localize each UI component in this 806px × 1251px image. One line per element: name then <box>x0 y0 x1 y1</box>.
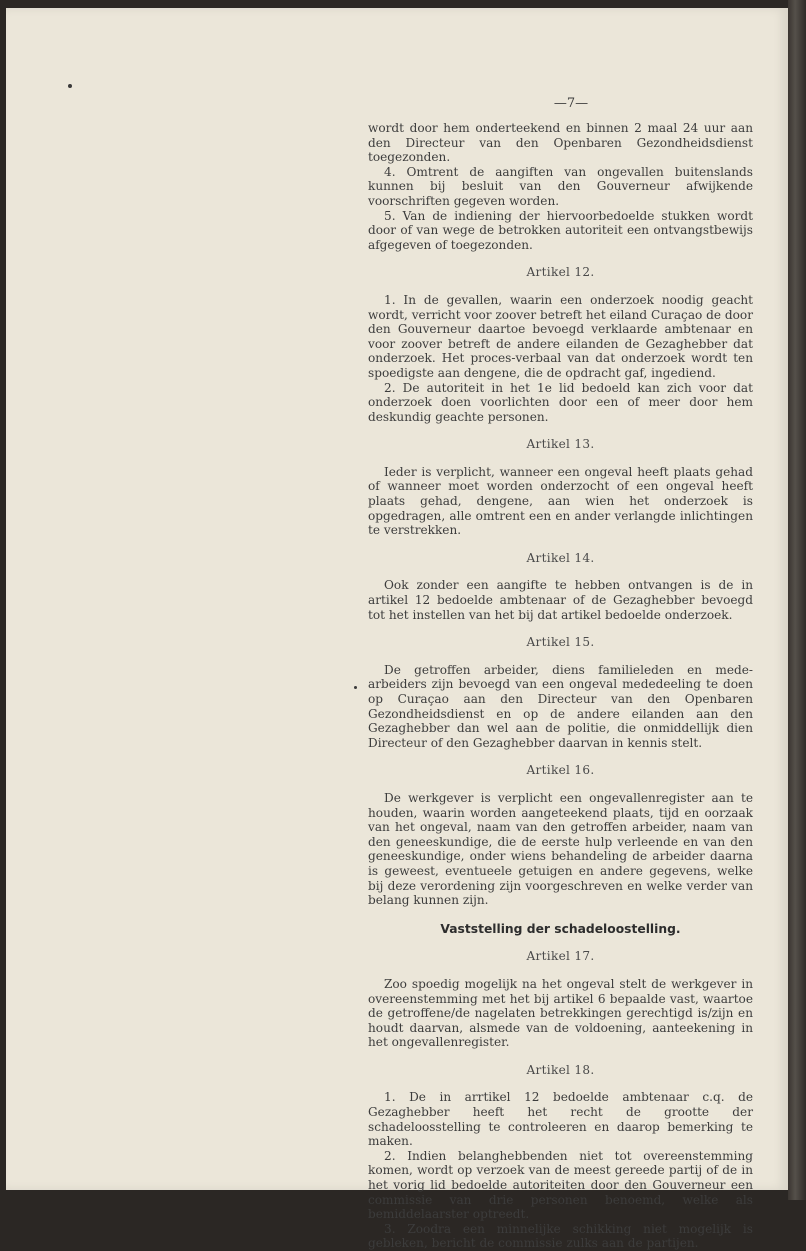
article-heading: Artikel 13. <box>526 437 595 452</box>
body-text <box>368 121 753 1251</box>
article-heading: Artikel 17. <box>526 949 595 964</box>
paragraph: Ook zonder een aangifte te hebben ontvangen is de in artikel 12 bedoelde ambtenaar of de Gezaghebber bevoegd tot het instellen van het bij dat artikel bedoelde onderzoek. <box>368 578 753 622</box>
paragraph: 1. In de gevallen, waarin een onderzoek noodig geacht wordt, verricht voor zoover betreft het eiland Curaçao de door den Gouverneur daartoe bevoegd verklaarde ambtenaar en voor zoover betreft de andere eilanden de Gezaghebber dat onderzoek. Het proces-verbaal van dat onderzoek wordt ten spoedigste aan dengene, die de opdracht gaf, ingediend. <box>368 292 753 380</box>
section-heading: Vaststelling der schadeloostelling. <box>440 921 681 936</box>
paragraph: Zoo spoedig mogelijk na het ongeval stelt de werkgever in overeenstemming met het bij artikel 6 bepaalde vast, waartoe de getroffene/de nagelaten betrekkingen gerechtigd is/zijn en houdt daarvan, alsmede van de voldoening, aanteekening in het ongevallenregister. <box>368 976 753 1050</box>
article-heading: Artikel 18. <box>526 1062 595 1077</box>
paragraph: 3. Zoodra een minnelijke schikking niet mogelijk is gebleken, bericht de commissie zulks aan de partijen. <box>368 1221 753 1251</box>
paragraph: 5. Van de indiening der hiervoorbedoelde stukken wordt door of van wege de betrokken autoriteit een ontvangstbewijs afgegeven of toegezonden. <box>368 208 753 252</box>
article-heading: Artikel 12. <box>526 265 595 280</box>
article-heading: Artikel 15. <box>526 635 595 650</box>
article-heading: Artikel 14. <box>526 550 595 565</box>
paragraph: wordt door hem onderteekend en binnen 2 maal 24 uur aan den Directeur van den Openbaren Gezondheidsdienst toegezonden. <box>368 121 753 165</box>
paragraph: 2. Indien belanghebbenden niet tot overeenstemming komen, wordt op verzoek van de meest gereede partij of de in het vorig lid bedoelde autoriteiten door den Gouverneur een commissie van drie personen benoemd, welke als bemiddelaarster optreedt. <box>368 1148 753 1222</box>
paragraph: De werkgever is verplicht een ongevallenregister aan te houden, waarin worden aangeteekend plaats, tijd en oorzaak van het ongeval, naam van den getroffen arbeider, naam van den geneeskundige, die de eerste hulp verleende en van den geneeskundige, onder wiens behandeling de arbeider daarna is geweest, eventueele getuigen en andere gegevens, welke bij deze verordening zijn voorgeschreven en welke verder van belang kunnen zijn. <box>368 790 753 908</box>
scan-speck <box>68 84 72 88</box>
paragraph: 2. De autoriteit in het 1e lid bedoeld kan zich voor dat onderzoek doen voorlichten door een of meer door hem deskundig geachte personen. <box>368 380 753 424</box>
paragraph: 4. Omtrent de aangiften van ongevallen buitenslands kunnen bij besluit van den Gouverneur afwijkende voorschriften gegeven worden. <box>368 164 753 208</box>
paragraph: Ieder is verplicht, wanneer een ongeval heeft plaats gehad of wanneer moet worden onderzocht of een ongeval heeft plaats gehad, dengene, aan wien het onderzoek is opgedragen, alle omtrent een en ander verlangde inlichtingen te verstrekken. <box>368 464 753 538</box>
article-heading: Artikel 16. <box>526 763 595 778</box>
page-number: —7— <box>553 96 589 111</box>
scan-border <box>788 0 806 1200</box>
scan-speck <box>354 686 357 689</box>
paragraph: 1. De in arrtikel 12 bedoelde ambtenaar c.q. de Gezaghebber heeft het recht de grootte der schadeloosstelling te controleeren en daarop bemerking te maken. <box>368 1090 753 1149</box>
paragraph: De getroffen arbeider, diens familieleden en mede-arbeiders zijn bevoegd van een ongeval mededeeling te doen op Curaçao aan den Directeur van den Openbaren Gezondheidsdienst en op de andere eilanden aan den Gezaghebber dan wel aan de politie, die onmiddellijk dien Directeur of den Gezaghebber daarvan in kennis stelt. <box>368 662 753 750</box>
